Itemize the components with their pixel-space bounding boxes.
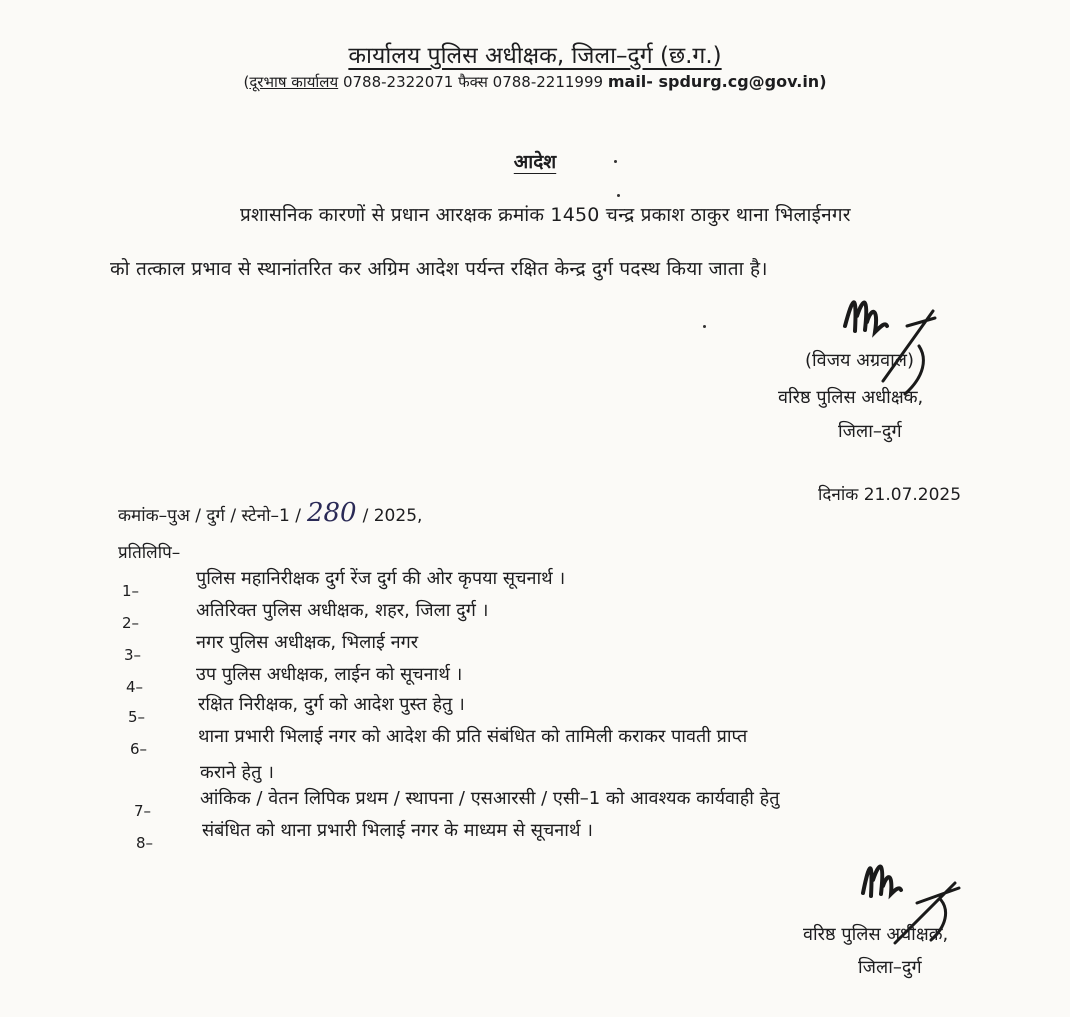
order-date: दिनांक 21.07.2025: [818, 485, 962, 505]
ink-speck: [703, 325, 706, 328]
order-text-line-1: प्रशासनिक कारणों से प्रधान आरक्षक क्रमांक 1450 चन्द्र प्रकाश ठाकुर थाना भिलाईनगर: [240, 204, 851, 226]
reference-handwritten-number: 280: [306, 498, 357, 528]
list-item-number: 5–: [128, 708, 146, 726]
list-item-text: संबंधित को थाना प्रभारी भिलाई नगर के माध्यम से सूचनार्थ ।: [202, 820, 594, 841]
signatory-designation: वरिष्ठ पुलिस अधीक्षक,: [778, 387, 924, 408]
ink-speck: [617, 194, 620, 197]
signatory-district: जिला–दुर्ग: [838, 421, 902, 442]
order-text-line-2: को तत्काल प्रभाव से स्थानांतरित कर अग्रिम आदेश पर्यन्त रक्षित केन्द्र दुर्ग पदस्थ किया जाता है।: [110, 258, 768, 280]
list-item-text-continued: कराने हेतु ।: [200, 762, 274, 783]
list-item-text: आंकिक / वेतन लिपिक प्रथम / स्थापना / एसआरसी / एसी–1 को आवश्यक कार्यवाही हेतु: [200, 788, 780, 809]
list-item-text: थाना प्रभारी भिलाई नगर को आदेश की प्रति संबंधित को तामिली कराकर पावती प्राप्त: [198, 726, 748, 747]
contact-open: (: [243, 73, 250, 91]
contact-email: mail- spdurg.cg@gov.in): [607, 72, 827, 91]
list-item-number: 2–: [122, 614, 140, 632]
list-item-number: 7–: [134, 802, 152, 820]
list-item-text: उप पुलिस अधीक्षक, लाईन को सूचनार्थ ।: [196, 664, 463, 685]
reference-prefix: कमांक–पुअ / दुर्ग / स्टेनो–1 /: [118, 506, 301, 526]
list-item-text: अतिरिक्त पुलिस अधीक्षक, शहर, जिला दुर्ग ।: [196, 600, 489, 621]
reference-number: [118, 498, 422, 528]
list-item-number: 4–: [126, 678, 144, 696]
contact-line: [0, 72, 1070, 92]
copy-to-label: प्रतिलिपि–: [118, 543, 181, 563]
contact-office-label: दूरभाष कार्यालय: [249, 73, 339, 91]
list-item-text: पुलिस महानिरीक्षक दुर्ग रेंज दुर्ग की ओर कृपया सूचनार्थ ।: [196, 568, 566, 589]
reference-suffix: / 2025,: [362, 506, 423, 526]
signatory-designation-2: वरिष्ठ पुलिस अधीक्षक,: [803, 924, 949, 945]
list-item-text: रक्षित निरीक्षक, दुर्ग को आदेश पुस्त हेतु ।: [198, 694, 465, 715]
list-item-number: 3–: [124, 646, 142, 664]
order-heading: आदेश: [513, 151, 557, 173]
signatory-name: (विजय अग्रवाल): [805, 350, 915, 371]
list-item-number: 6–: [130, 740, 148, 758]
list-item-text: नगर पुलिस अधीक्षक, भिलाई नगर: [196, 632, 419, 653]
contact-phone-fax: 0788-2322071 फैक्स 0788-2211999: [338, 73, 608, 91]
ink-speck: [614, 160, 617, 163]
list-item-number: 8–: [136, 834, 154, 852]
signatory-district-2: जिला–दुर्ग: [858, 957, 922, 978]
list-item-number: 1–: [122, 582, 140, 600]
office-title: कार्यालय पुलिस अधीक्षक, जिला–दुर्ग (छ.ग.): [348, 43, 722, 69]
